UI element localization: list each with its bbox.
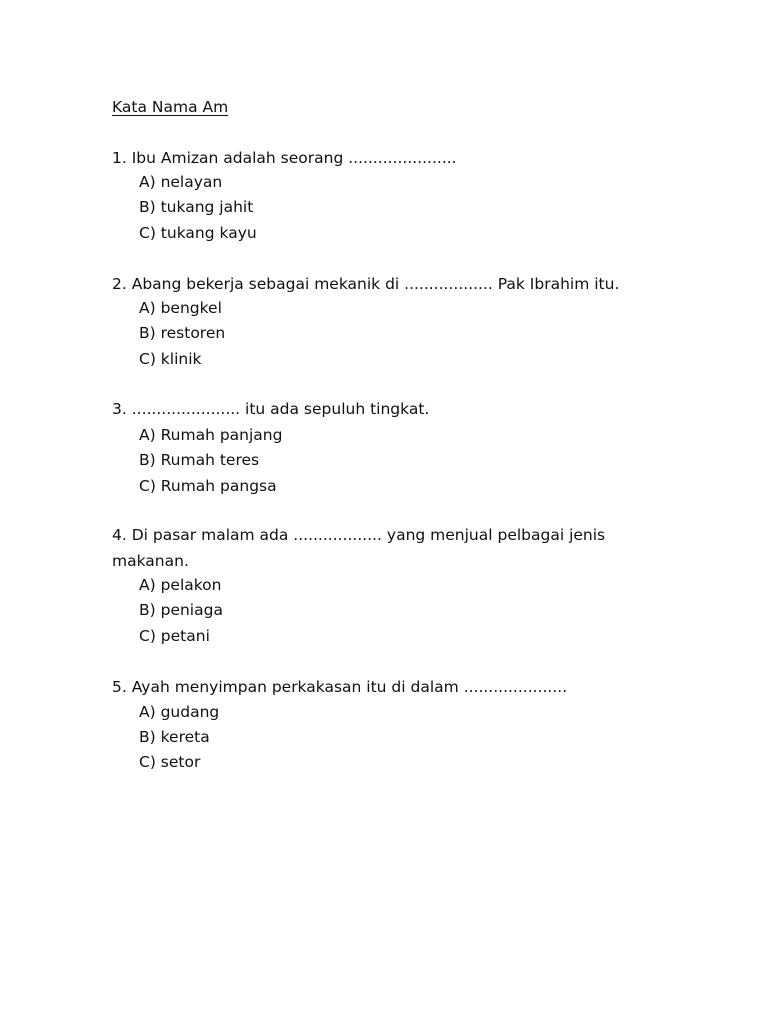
question-4-stem-continued: makanan.: [112, 552, 189, 570]
question-5-option-a: A) gudang: [139, 703, 220, 721]
question-2-option-c: C) klinik: [139, 350, 202, 368]
question-5-stem: 5. Ayah menyimpan perkakasan itu di dalam .....................: [112, 678, 568, 696]
question-4-stem: 4. Di pasar malam ada .................. yang menjual pelbagai jenis: [112, 526, 606, 544]
question-1-stem: 1. Ibu Amizan adalah seorang ......................: [112, 149, 457, 167]
question-2-stem: 2. Abang bekerja sebagai mekanik di .................. Pak Ibrahim itu.: [112, 275, 620, 293]
question-1-option-a: A) nelayan: [139, 173, 223, 191]
question-5-option-b: B) kereta: [139, 728, 210, 746]
question-1-option-b: B) tukang jahit: [139, 198, 254, 216]
question-3-option-c: C) Rumah pangsa: [139, 477, 277, 495]
question-3-stem: 3. ...................... itu ada sepuluh tingkat.: [112, 400, 430, 418]
question-5-option-c: C) setor: [139, 753, 201, 771]
question-4-option-c: C) petani: [139, 627, 210, 645]
question-2-option-a: A) bengkel: [139, 299, 222, 317]
question-1-option-c: C) tukang kayu: [139, 224, 257, 242]
worksheet-title: Kata Nama Am: [112, 98, 229, 116]
question-3-option-b: B) Rumah teres: [139, 451, 260, 469]
question-3-option-a: A) Rumah panjang: [139, 426, 283, 444]
question-4-option-a: A) pelakon: [139, 576, 222, 594]
question-4-option-b: B) peniaga: [139, 601, 223, 619]
question-2-option-b: B) restoren: [139, 324, 226, 342]
